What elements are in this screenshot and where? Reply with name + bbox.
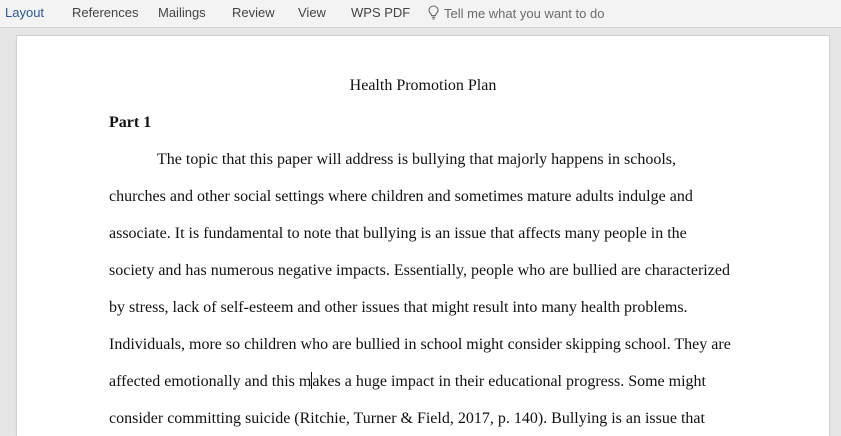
paragraph-line-with-cursor [109,372,706,392]
paragraph-line: churches and other social settings where children and sometimes mature adults indulge and [109,188,693,205]
tab-wps-pdf[interactable]: WPS PDF [351,5,411,20]
paragraph-line: society and has numerous negative impacts. Essentially, people who are bullied are characterized [109,262,730,279]
tab-layout[interactable]: Layout [5,5,45,20]
ribbon-tab-bar [0,0,841,28]
document-canvas[interactable] [0,28,841,427]
lightbulb-icon [428,5,439,20]
document-title: Health Promotion Plan [349,77,497,94]
paragraph-line: by stress, lack of self-esteem and other issues that might result into many health problems. [109,299,688,316]
line-text-after-cursor: akes a huge impact in their educational progress. Some might [312,373,706,390]
section-heading: Part 1 [109,114,152,131]
paragraph-line: The topic that this paper will address is bullying that majorly happens in schools, [157,151,677,168]
tell-me-search[interactable] [428,5,604,21]
line-text-before-cursor: affected emotionally and this m [109,373,312,390]
tab-mailings[interactable]: Mailings [158,5,206,20]
paragraph-line: associate. It is fundamental to note that bullying is an issue that affects many people in the [109,225,687,242]
tab-view[interactable]: View [298,5,326,20]
tab-review[interactable]: Review [232,5,275,20]
tab-references[interactable]: References [72,5,139,20]
paragraph-line: consider committing suicide (Ritchie, Turner & Field, 2017, p. 140). Bullying is an issue that [109,410,705,427]
tell-me-placeholder: Tell me what you want to do [444,6,605,21]
document-page[interactable] [17,36,829,436]
paragraph-line: Individuals, more so children who are bullied in school might consider skipping school. They are [109,336,731,353]
